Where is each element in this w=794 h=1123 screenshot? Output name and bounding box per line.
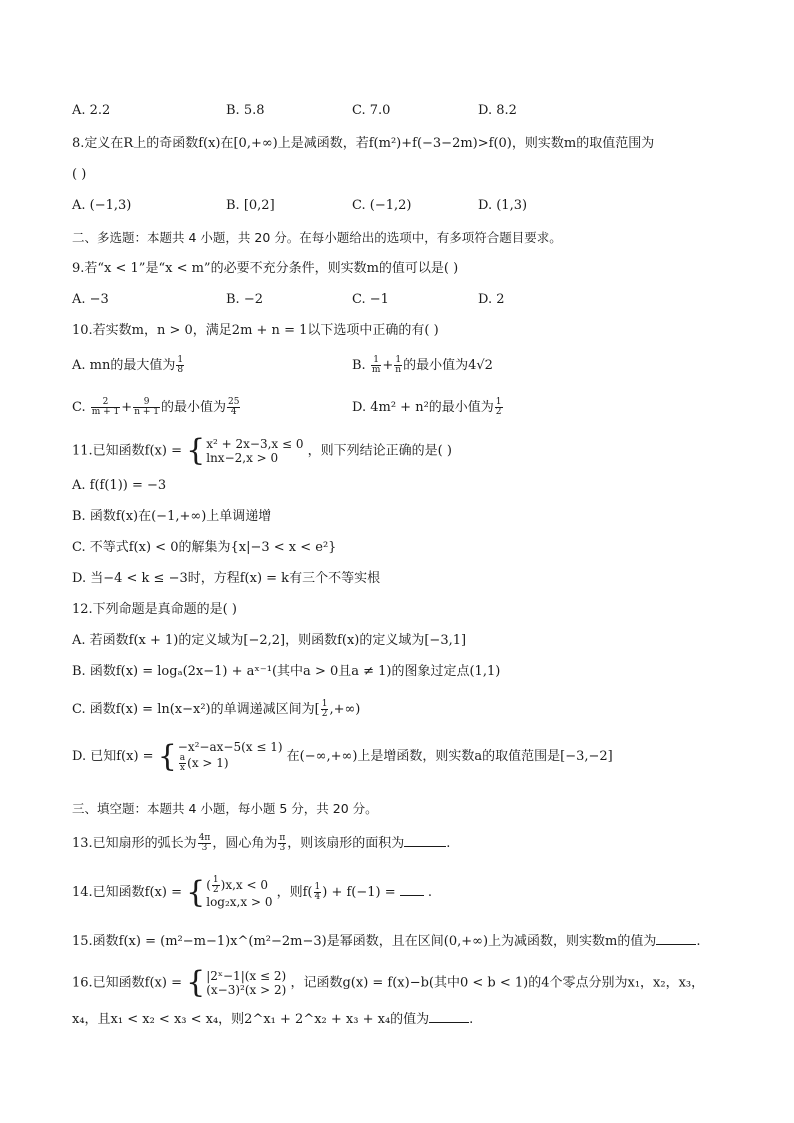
q10-option-a: A. mn的最大值为 $\frac{1}{8}$ (72, 355, 184, 375)
q9-option-a: A. −3 (72, 292, 109, 307)
q8-option-c: C. (−1,2) (352, 198, 412, 213)
q9-option-c: C. −1 (352, 292, 389, 307)
q12-option-d: D. 已知f(x) = { −x²−ax−5(x ≤ 1) $\frac{a}{x}$ (x > 1) 在(−∞,+∞)上是增函数，则实数a的取值范围是[−3,−2] (72, 738, 613, 774)
q11-option-b: B. 函数f(x)在(−1,+∞)上单调递增 (72, 509, 272, 524)
q13-answer-blank[interactable] (404, 846, 446, 847)
q10-option-c: C. $\frac{2}{m + 1}$ + $\frac{9}{n + 1}$ 的最小值为 $\frac{25}{4}$ (72, 397, 240, 417)
q11-option-d: D. 当−4 < k ≤ −3时，方程f(x) = k有三个不等实根 (72, 571, 381, 586)
q8-option-d: D. (1,3) (478, 198, 528, 213)
q9-option-b: B. −2 (226, 292, 263, 307)
q7-option-b: B. 5.8 (226, 103, 265, 118)
section-fill-blank-heading: 三、填空题：本题共 4 小题，每小题 5 分，共 20 分。 (72, 801, 378, 816)
q9-option-d: D. 2 (478, 292, 505, 307)
q15-stem: 15.函数f(x) = (m²−m−1)x^(m²−2m−3)是幂函数，且在区间(0,+∞)上为减函数，则实数m的值为 . (72, 934, 701, 949)
q10-option-b: B. $\frac{1}{m}$ + $\frac{1}{n}$ 的最小值为4√2 (352, 355, 493, 375)
q16-stem: 16.已知函数f(x) = { |2ˣ−1|(x ≤ 2) (x−3)²(x > 2) ，记函数g(x) = f(x)−b(其中0 < b < 1)的4个零点分别为x₁，x₂，x₃， (72, 965, 705, 1000)
q8-option-a: A. (−1,3) (72, 198, 132, 213)
q10-stem: 10.若实数m，n > 0，满足2m + n = 1以下选项中正确的有( ) (72, 323, 439, 338)
q10-option-d: D. 4m² + n²的最小值为 $\frac{1}{2}$ (352, 397, 502, 417)
q12-option-c: C. 函数f(x) = ln(x−x²)的单调递减区间为[ $\frac{1}{2}$ ,+∞) (72, 699, 361, 719)
q11-option-c: C. 不等式f(x) < 0的解集为{x|−3 < x < e²} (72, 540, 337, 555)
q7-option-c: C. 7.0 (352, 103, 391, 118)
q8-option-b: B. [0,2] (226, 198, 275, 213)
q8-stem: 8.定义在R上的奇函数f(x)在[0,+∞)上是减函数，若f(m²)+f(−3−2m)>f(0)，则实数m的取值范围为 (72, 136, 655, 151)
q14-stem: 14.已知函数f(x) = { ( $\frac{1}{2}$ )x,x < 0 log₂x,x > 0 ，则f( $\frac{1}{4}$ ) + f(−1) = . (72, 874, 433, 910)
section-multi-choice-heading: 二、多选题：本题共 4 小题，共 20 分。在每小题给出的选项中，有多项符合题目要求。 (72, 230, 562, 245)
q12-stem: 12.下列命题是真命题的是( ) (72, 602, 237, 617)
q7-option-a: A. 2.2 (72, 103, 111, 118)
q14-answer-blank[interactable] (400, 895, 424, 896)
q11-stem: 11.已知函数f(x) = { x² + 2x−3,x ≤ 0 lnx−2,x > 0 ，则下列结论正确的是( ) (72, 433, 452, 468)
q9-stem: 9.若“x < 1”是“x < m”的必要不充分条件，则实数m的值可以是( ) (72, 261, 459, 276)
q16-stem-line2: x₄，且x₁ < x₂ < x₃ < x₄，则2^x₁ + 2^x₂ + x₃ + x₄的值为 . (72, 1012, 474, 1027)
q13-stem: 13.已知扇形的弧长为 $\frac{4\pi}{3}$ ，圆心角为 $\frac{\pi}{3}$ ，则该扇形的面积为 . (72, 833, 451, 853)
q16-answer-blank[interactable] (429, 1022, 469, 1023)
q7-option-d: D. 8.2 (478, 103, 517, 118)
q12-option-a: A. 若函数f(x + 1)的定义域为[−2,2]，则函数f(x)的定义域为[−3,1] (72, 633, 467, 648)
q8-paren: ( ) (72, 167, 87, 182)
q11-option-a: A. f(f(1)) = −3 (72, 478, 167, 493)
q15-answer-blank[interactable] (656, 944, 696, 945)
q12-option-b: B. 函数f(x) = logₐ(2x−1) + aˣ⁻¹(其中a > 0且a ≠ 1)的图象过定点(1,1) (72, 664, 501, 679)
